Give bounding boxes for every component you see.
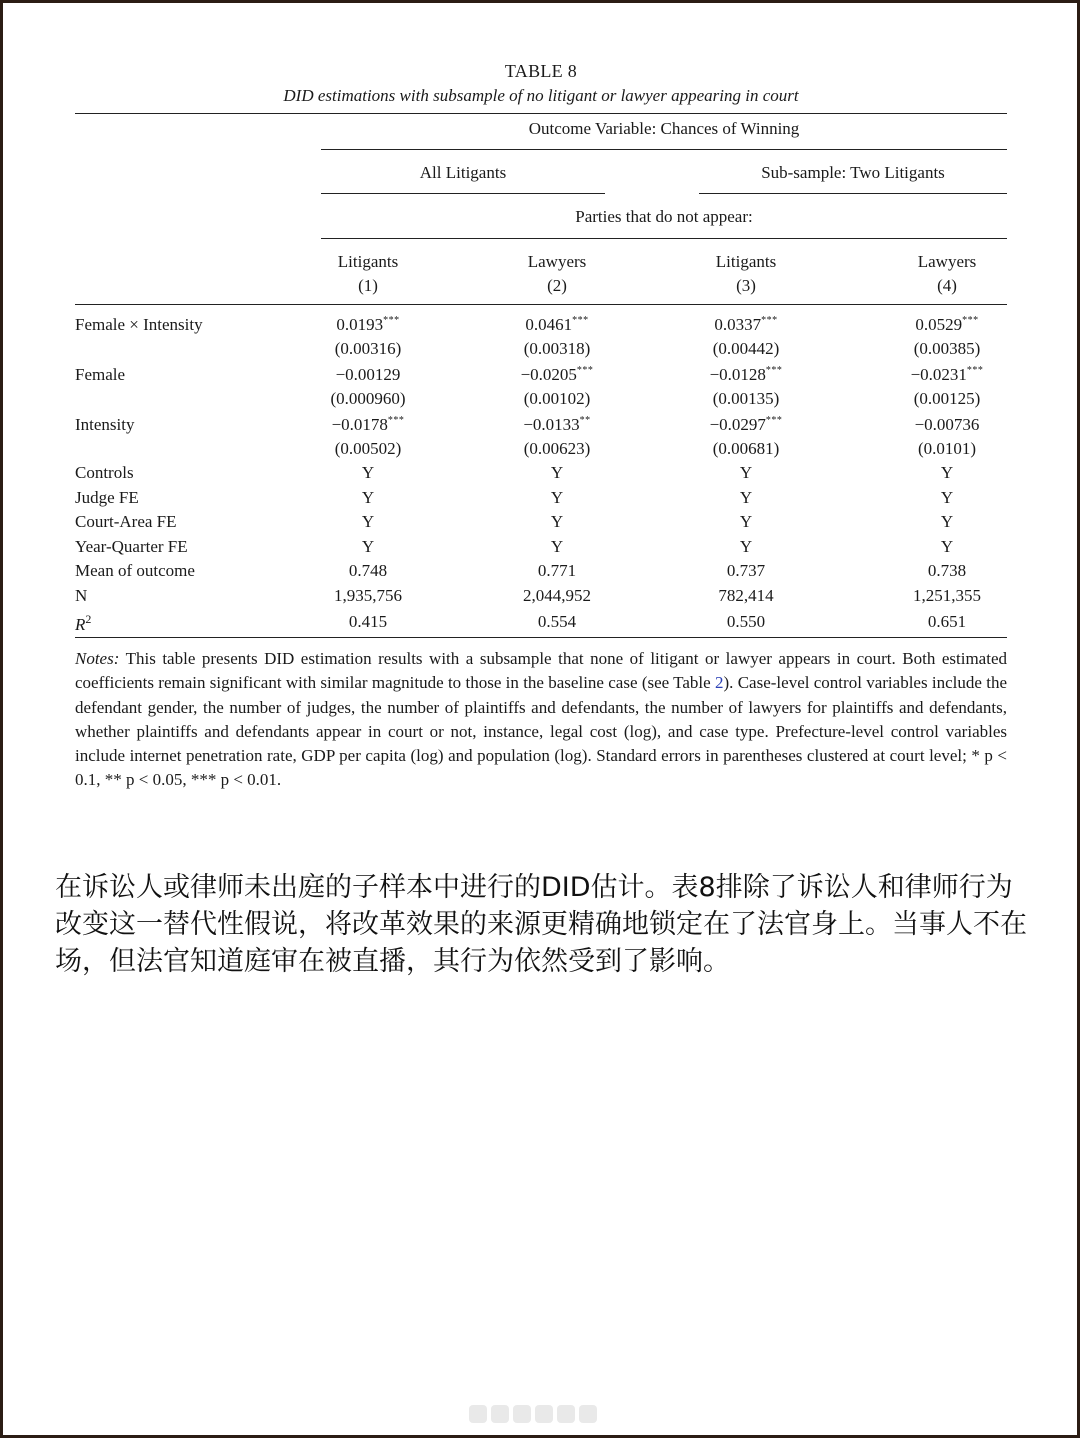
coefficient-value bbox=[857, 415, 1037, 435]
standard-error: (0.000960) bbox=[330, 389, 406, 408]
coefficient-value bbox=[467, 365, 647, 385]
coefficient-number: −0.0231 bbox=[910, 365, 967, 384]
coefficient-number: −0.0205 bbox=[520, 365, 577, 384]
row-label: Intensity bbox=[75, 415, 135, 434]
top-rule bbox=[75, 113, 1007, 114]
stat-value: 782,414 bbox=[718, 585, 774, 605]
stat-value: 0.415 bbox=[348, 611, 388, 631]
row-label-text: R bbox=[75, 614, 86, 634]
significance-stars: *** bbox=[765, 415, 783, 426]
stat-value: 1,935,756 bbox=[334, 585, 402, 605]
significance-stars: *** bbox=[387, 415, 405, 426]
standard-error: (0.00316) bbox=[334, 339, 402, 358]
row-label-superscript: 2 bbox=[85, 611, 92, 626]
notes-text-2: ). Case-level control variables include the defendant gender, the number of judges, the number of plaintiffs and defendants, the number of lawyers for plaintiffs and defendants, whether plaintiffs and defendants appear in court or not, instance, legal cost (log), and case type. Prefecture-level control variables include internet penetration rate, GDP per capita (log) and population (log). Standard errors in parentheses clustered at court level; * p < 0.1, ** p < 0.05, *** p < 0.01. bbox=[75, 673, 1007, 790]
coefficient-value bbox=[857, 315, 1037, 335]
coefficient-number: 0.0337 bbox=[714, 315, 762, 334]
row-label: Judge FE bbox=[75, 487, 139, 507]
stat-value: Y bbox=[550, 512, 564, 531]
significance-stars: *** bbox=[962, 315, 979, 326]
stat-value: Y bbox=[739, 463, 753, 482]
standard-error: (0.00125) bbox=[913, 389, 981, 408]
coefficient-value bbox=[857, 365, 1037, 385]
coefficient-value bbox=[467, 315, 647, 335]
watermark-icon bbox=[469, 1405, 619, 1427]
stat-value: Y bbox=[550, 487, 564, 507]
stat-value: 1,251,355 bbox=[913, 585, 981, 605]
row-label: Court-Area FE bbox=[75, 512, 177, 531]
notes-label: Notes: bbox=[75, 649, 120, 668]
outcome-header: Outcome Variable: Chances of Winning bbox=[528, 119, 800, 138]
stat-value: Y bbox=[739, 536, 753, 556]
stat-value: Y bbox=[361, 463, 375, 482]
coefficient-value bbox=[656, 415, 836, 435]
coefficient-number: −0.00129 bbox=[335, 365, 401, 384]
coefficient-number: −0.00736 bbox=[914, 415, 980, 434]
standard-error: (0.00502) bbox=[334, 439, 402, 458]
row-label bbox=[75, 612, 92, 635]
coefficient-value bbox=[278, 365, 458, 385]
row-label: Controls bbox=[75, 463, 134, 482]
coefficient-number: −0.0128 bbox=[709, 365, 766, 384]
notes-text-1: This table presents DID estimation results with a subsample that none of litigant or lawyer appears in court. Both estimated coefficients remain significant with similar magnitude to those in the baseline case (see Table bbox=[75, 649, 1007, 693]
table-notes bbox=[75, 647, 1007, 793]
column-header-name: Litigants bbox=[337, 252, 399, 271]
stat-value: 0.748 bbox=[348, 561, 388, 580]
coefficient-value bbox=[467, 415, 647, 435]
parties-header: Parties that do not appear: bbox=[575, 207, 753, 226]
row-label: N bbox=[75, 585, 88, 605]
stat-value: Y bbox=[739, 512, 753, 531]
stat-value: Y bbox=[940, 487, 954, 507]
row-label: Female × Intensity bbox=[75, 315, 203, 334]
table-caption: DID estimations with subsample of no litigant or lawyer appearing in court bbox=[283, 86, 799, 105]
standard-error: (0.00442) bbox=[712, 339, 780, 358]
standard-error: (0.00102) bbox=[523, 389, 591, 408]
coefficient-number: −0.0133 bbox=[523, 415, 580, 434]
bottom-rule bbox=[75, 637, 1007, 638]
stat-value: Y bbox=[739, 487, 753, 507]
standard-error: (0.00318) bbox=[523, 339, 591, 358]
row-label: Mean of outcome bbox=[75, 561, 195, 580]
stat-value: 0.554 bbox=[537, 611, 577, 631]
column-header-number: (4) bbox=[937, 276, 957, 295]
stat-value: 0.737 bbox=[726, 561, 766, 580]
column-header-name: Litigants bbox=[715, 252, 777, 271]
post-caption: 在诉讼人或律师未出庭的子样本中进行的DID估计。表8排除了诉讼人和律师行为改变这一替代性假说，将改革效果的来源更精确地锁定在了法官身上。当事人不在场，但法官知道庭审在被直播，其行为依然受到了影响。 bbox=[55, 872, 1027, 977]
coefficient-value bbox=[656, 315, 836, 335]
stat-value: Y bbox=[550, 536, 564, 556]
group-all-header: All Litigants bbox=[419, 163, 507, 182]
stat-value: 2,044,952 bbox=[523, 585, 591, 605]
column-header-number: (3) bbox=[736, 276, 756, 295]
column-header-name: Lawyers bbox=[527, 252, 587, 271]
table-title: TABLE 8 bbox=[504, 61, 578, 81]
column-header-number: (2) bbox=[547, 276, 567, 295]
group-all-rule bbox=[321, 193, 605, 194]
group-sub-rule bbox=[699, 193, 1007, 194]
stat-value: Y bbox=[361, 536, 375, 556]
parties-rule bbox=[321, 238, 1007, 239]
stat-value: Y bbox=[940, 512, 954, 531]
coefficient-value bbox=[278, 315, 458, 335]
coefficient-number: −0.0178 bbox=[331, 415, 388, 434]
coefficient-number: 0.0193 bbox=[336, 315, 384, 334]
coefficient-value bbox=[278, 415, 458, 435]
stat-value: 0.550 bbox=[726, 611, 766, 631]
group-sub-header: Sub-sample: Two Litigants bbox=[761, 163, 945, 182]
stat-value: 0.738 bbox=[927, 561, 967, 580]
table-reference-link[interactable]: 2 bbox=[715, 673, 724, 693]
stat-value: Y bbox=[361, 487, 375, 507]
stat-value: Y bbox=[550, 463, 564, 482]
coefficient-number: −0.0297 bbox=[709, 415, 766, 434]
significance-stars: *** bbox=[572, 315, 589, 326]
header-bottom-rule bbox=[75, 304, 1007, 305]
standard-error: (0.0101) bbox=[917, 439, 977, 458]
stat-value: 0.651 bbox=[927, 611, 967, 631]
stat-value: Y bbox=[361, 512, 375, 531]
coefficient-number: 0.0529 bbox=[915, 315, 963, 334]
significance-stars: ** bbox=[579, 415, 591, 426]
outcome-rule bbox=[321, 149, 1007, 150]
stat-value: Y bbox=[940, 536, 954, 556]
standard-error: (0.00135) bbox=[712, 389, 780, 408]
significance-stars: *** bbox=[761, 315, 778, 326]
standard-error: (0.00681) bbox=[712, 439, 780, 458]
significance-stars: *** bbox=[765, 365, 783, 376]
significance-stars: *** bbox=[576, 365, 594, 376]
stat-value: 0.771 bbox=[537, 561, 577, 580]
stat-value: Y bbox=[940, 463, 954, 482]
row-label: Year-Quarter FE bbox=[75, 536, 188, 556]
column-header-name: Lawyers bbox=[917, 252, 977, 271]
coefficient-number: 0.0461 bbox=[525, 315, 573, 334]
row-label: Female bbox=[75, 365, 126, 384]
column-header-number: (1) bbox=[358, 276, 378, 295]
significance-stars: *** bbox=[383, 315, 400, 326]
coefficient-value bbox=[656, 365, 836, 385]
regression-table bbox=[75, 55, 1007, 647]
standard-error: (0.00623) bbox=[523, 439, 591, 458]
table-image bbox=[75, 55, 1007, 790]
significance-stars: *** bbox=[966, 365, 984, 376]
standard-error: (0.00385) bbox=[913, 339, 981, 358]
